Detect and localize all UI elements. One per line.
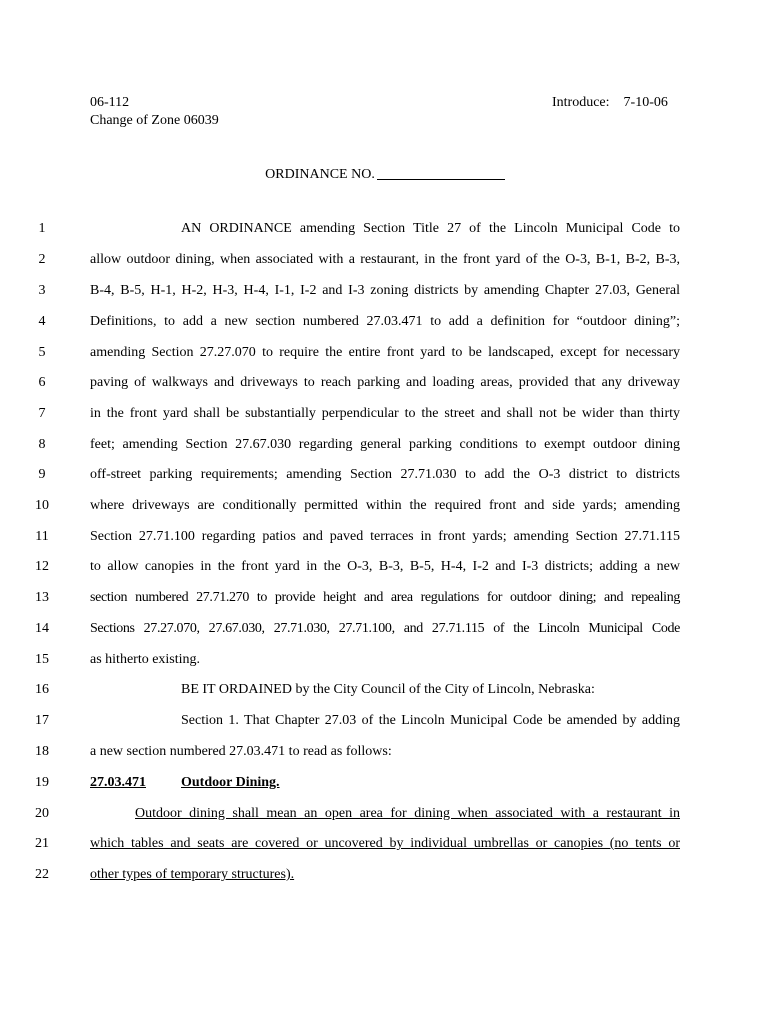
line-4 [0, 311, 770, 333]
line-text: B-4, B-5, H-1, H-2, H-3, H-4, I-1, I-2 and I-3 zoning districts by amending Chapter 27.03, General [90, 283, 680, 298]
line-16 [0, 679, 770, 701]
line-text: a new section numbered 27.03.471 to read as follows: [90, 744, 392, 759]
line-22 [0, 864, 770, 886]
line-20 [0, 803, 770, 825]
line-number: 17 [35, 713, 49, 728]
line-7 [0, 403, 770, 425]
line-15 [0, 649, 770, 671]
line-text: AN ORDINANCE amending Section Title 27 of the Lincoln Municipal Code to [181, 221, 680, 236]
ordinance-title [0, 165, 770, 183]
line-number: 15 [35, 652, 49, 667]
line-2 [0, 249, 770, 271]
line-text: section numbered 27.71.270 to provide height and area regulations for outdoor dining; and repealing [90, 590, 680, 605]
line-3 [0, 280, 770, 302]
line-text: BE IT ORDAINED by the City Council of the City of Lincoln, Nebraska: [181, 682, 595, 697]
line-14 [0, 618, 770, 640]
ordinance-number-blank [377, 165, 505, 180]
line-17 [0, 710, 770, 732]
section-heading [90, 772, 680, 794]
line-number: 13 [35, 590, 49, 605]
line-text: as hitherto existing. [90, 652, 201, 667]
line-number: 5 [38, 345, 46, 360]
line-text: to allow canopies in the front yard in the O-3, B-3, B-5, H-4, I-2 and I-3 districts; adding a new [90, 559, 680, 574]
line-text: which tables and seats are covered or uncovered by individual umbrellas or canopies (no tents or [90, 836, 680, 851]
line-number: 1 [38, 221, 46, 236]
zone-change: Change of Zone 06039 [90, 113, 219, 128]
document-header-left [90, 94, 219, 130]
line-number: 4 [38, 314, 46, 329]
introduce-label: Introduce: [552, 95, 610, 110]
line-number: 14 [35, 621, 49, 636]
line-9 [0, 464, 770, 486]
line-number: 6 [38, 375, 46, 390]
line-number: 11 [35, 529, 49, 544]
line-number: 2 [38, 252, 46, 267]
line-number: 12 [35, 559, 49, 574]
line-number: 10 [35, 498, 49, 513]
line-text: off-street parking requirements; amending Section 27.71.030 to add the O-3 district to districts [90, 467, 680, 482]
line-number: 7 [38, 406, 46, 421]
line-number: 19 [35, 775, 49, 790]
section-number: 27.03.471 [90, 775, 146, 790]
line-19 [0, 772, 770, 794]
line-number: 8 [38, 437, 46, 452]
introduce-date: 7-10-06 [623, 95, 668, 110]
line-text: in the front yard shall be substantially perpendicular to the street and shall not be wider than thirty [90, 406, 680, 421]
line-number: 16 [35, 682, 49, 697]
line-5 [0, 342, 770, 364]
line-21 [0, 833, 770, 855]
line-18 [0, 741, 770, 763]
line-number: 18 [35, 744, 49, 759]
line-number: 9 [38, 467, 46, 482]
line-number: 21 [35, 836, 49, 851]
line-number: 20 [35, 806, 49, 821]
line-text: allow outdoor dining, when associated with a restaurant, in the front yard of the O-3, B-1, B-2, B-3, [90, 252, 680, 267]
bill-number: 06-112 [90, 95, 130, 110]
line-text: paving of walkways and driveways to reach parking and loading areas, provided that any driveway [90, 375, 680, 390]
line-text: Definitions, to add a new section numbered 27.03.471 to add a definition for “outdoor dining”; [90, 314, 680, 329]
line-number: 3 [38, 283, 46, 298]
line-text: Outdoor dining shall mean an open area for dining when associated with a restaurant in [135, 806, 680, 821]
line-10 [0, 495, 770, 517]
line-text: feet; amending Section 27.67.030 regarding general parking conditions to exempt outdoor dining [90, 437, 680, 452]
line-text: amending Section 27.27.070 to require the entire front yard to be landscaped, except for necessary [90, 345, 680, 360]
document-header-right [552, 94, 668, 112]
line-8 [0, 434, 770, 456]
line-1 [0, 218, 770, 240]
line-12 [0, 556, 770, 578]
line-13 [0, 587, 770, 609]
line-6 [0, 372, 770, 394]
line-text: Sections 27.27.070, 27.67.030, 27.71.030, 27.71.100, and 27.71.115 of the Lincoln Municipal Code [90, 621, 680, 636]
line-text: where driveways are conditionally permitted within the required front and side yards; amending [90, 498, 680, 513]
line-text: Section 27.71.100 regarding patios and paved terraces in front yards; amending Section 27.71.115 [90, 529, 680, 544]
line-text: other types of temporary structures). [90, 867, 295, 882]
ordinance-title-text: ORDINANCE NO. [265, 167, 375, 182]
line-number: 22 [35, 867, 49, 882]
line-text: Section 1. That Chapter 27.03 of the Lincoln Municipal Code be amended by adding [181, 713, 680, 728]
section-title: Outdoor Dining. [181, 775, 280, 790]
line-11 [0, 526, 770, 548]
